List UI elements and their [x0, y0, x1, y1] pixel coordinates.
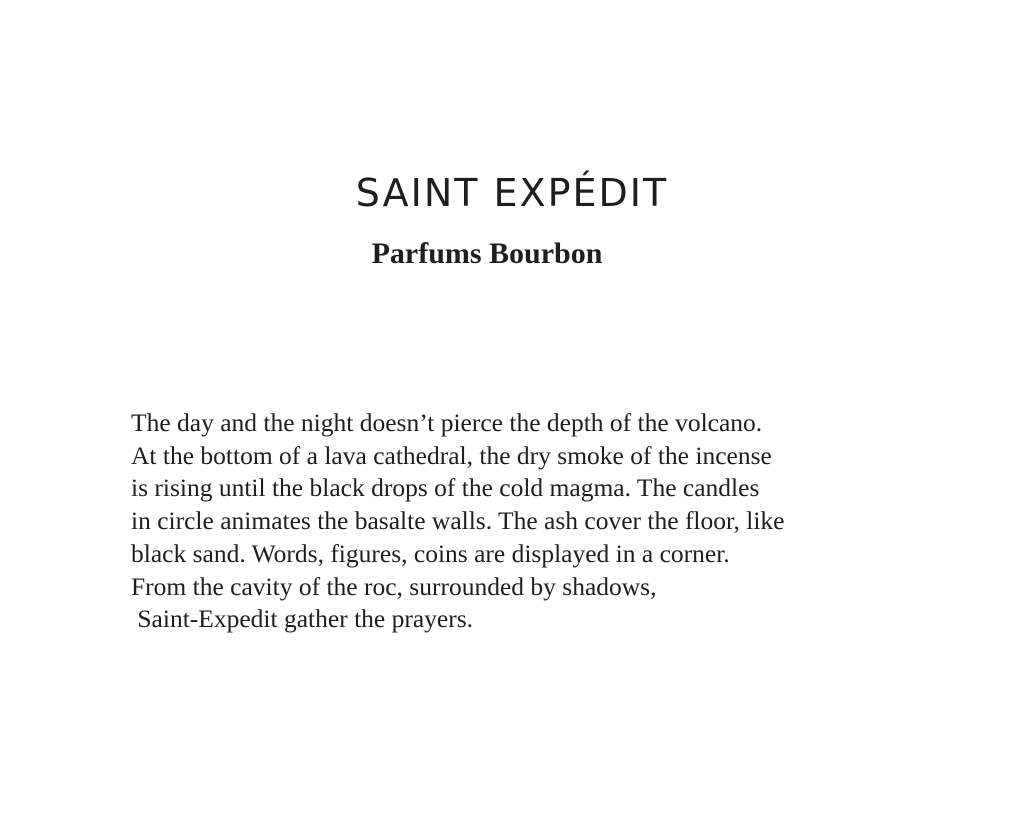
description-line: At the bottom of a lava cathedral, the dry smoke of the incense: [131, 440, 772, 470]
description-line: From the cavity of the roc, surrounded by shadows,: [131, 571, 657, 601]
description-line: black sand. Words, figures, coins are displayed in a corner.: [131, 538, 730, 568]
page-title: SAINT EXPÉDIT: [355, 171, 669, 215]
description-line: The day and the night doesn’t pierce the depth of the volcano.: [131, 408, 763, 437]
description-paragraph: [131, 407, 951, 636]
description-line: in circle animates the basalte walls. The ash cover the floor, like: [131, 506, 785, 536]
description-line: Saint-Expedit gather the prayers.: [131, 604, 474, 634]
brand-subtitle: Parfums Bourbon: [371, 237, 603, 270]
description-line: is rising until the black drops of the cold magma. The candles: [131, 473, 760, 503]
